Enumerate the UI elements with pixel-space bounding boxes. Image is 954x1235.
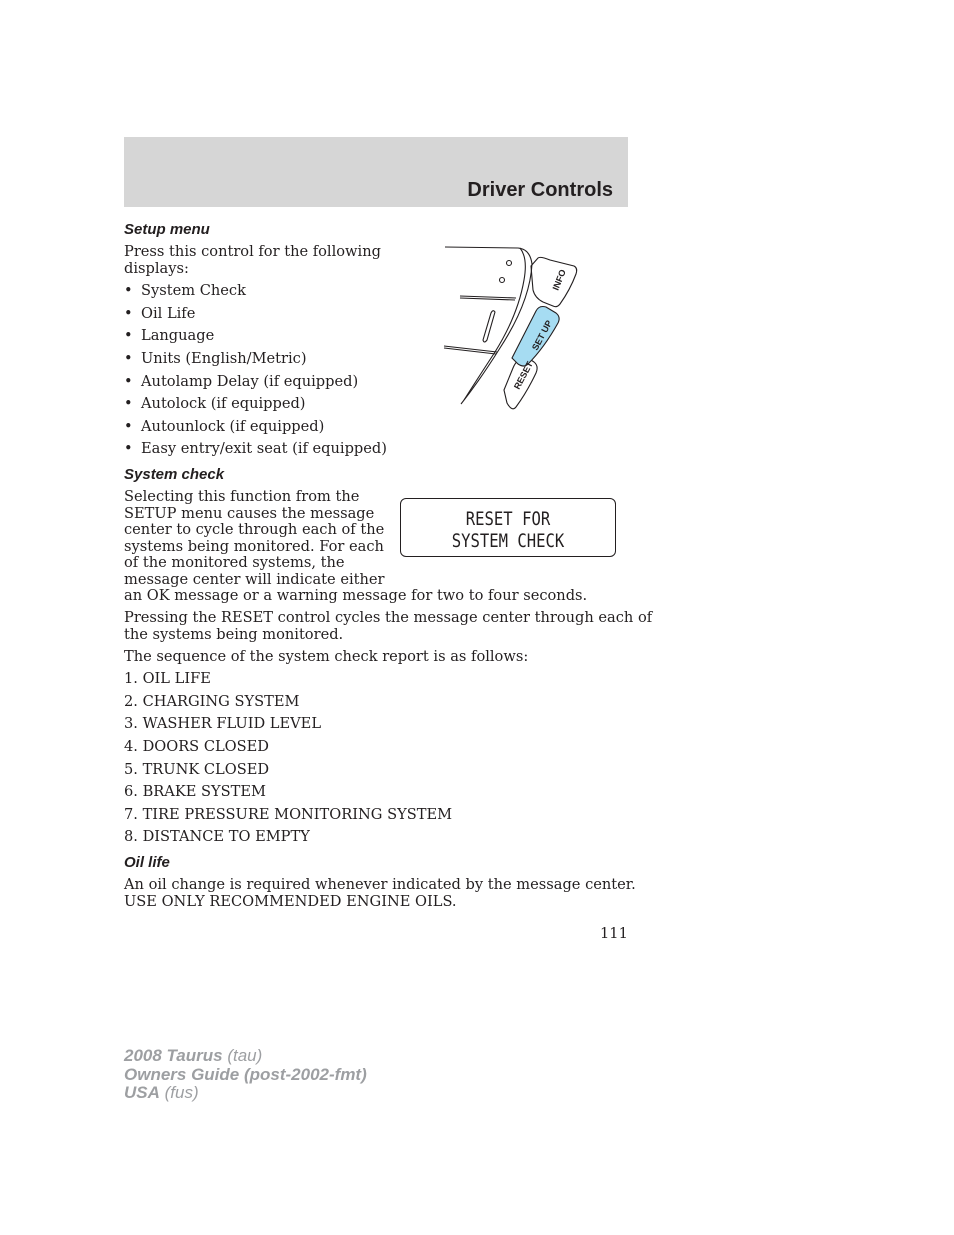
list-item: • System Check: [124, 282, 246, 299]
document-footer: [124, 1047, 367, 1103]
list-item: 2. CHARGING SYSTEM: [124, 693, 300, 710]
footer-line-2: Owners Guide (post-2002-fmt): [124, 1064, 367, 1084]
list-item: • Easy entry/exit seat (if equipped): [124, 440, 387, 457]
list-item: 4. DOORS CLOSED: [124, 738, 269, 755]
system-check-para-line: systems being monitored. For each: [124, 537, 384, 555]
list-item: • Autolamp Delay (if equipped): [124, 373, 359, 390]
system-check-para-line: message center will indicate either: [124, 570, 385, 588]
list-item: 1. OIL LIFE: [124, 670, 211, 687]
system-check-para-line: SETUP menu causes the message: [124, 504, 375, 522]
list-item: • Autolock (if equipped): [124, 395, 306, 412]
list-item: 8. DISTANCE TO EMPTY: [124, 828, 310, 845]
list-item: • Language: [124, 327, 215, 344]
list-item: 3. WASHER FLUID LEVEL: [124, 715, 322, 732]
section-header: [124, 137, 628, 207]
footer-line-1: 2008 Taurus (tau): [124, 1046, 263, 1065]
system-check-para-line: center to cycle through each of the: [124, 521, 385, 538]
oil-life-heading: Oil life: [124, 854, 170, 871]
system-check-para-line: an OK message or a warning message for two to four seconds.: [124, 587, 588, 604]
oil-life-line: An oil change is required whenever indicated by the message center.: [124, 876, 636, 893]
list-item: 5. TRUNK CLOSED: [124, 761, 270, 778]
oil-life-line: USE ONLY RECOMMENDED ENGINE OILS.: [124, 892, 457, 910]
reset-button-label: RESET: [511, 359, 535, 391]
system-check-para-line: Selecting this function from the: [124, 488, 360, 505]
message-center-display: [400, 498, 616, 557]
list-item: 7. TIRE PRESSURE MONITORING SYSTEM: [124, 806, 453, 823]
footer-line-3: USA (fus): [124, 1083, 199, 1102]
section-title: Driver Controls: [467, 179, 613, 201]
reset-para-line: Pressing the RESET control cycles the message center through each of: [124, 609, 653, 626]
steering-controls-illustration: [440, 240, 590, 410]
page-number: 111: [600, 925, 628, 942]
setup-button-label: SET UP: [529, 318, 555, 352]
display-line-1: RESET FOR: [465, 508, 551, 530]
list-item: • Units (English/Metric): [124, 350, 307, 367]
system-check-para-line: of the monitored systems, the: [124, 554, 345, 571]
list-item: • Oil Life: [124, 305, 196, 322]
display-line-2: SYSTEM CHECK: [451, 530, 565, 552]
sequence-intro: The sequence of the system check report is as follows:: [124, 648, 529, 665]
list-item: 6. BRAKE SYSTEM: [124, 783, 266, 800]
system-check-heading: System check: [124, 466, 225, 483]
reset-para-line: the systems being monitored.: [124, 625, 344, 643]
list-item: • Autounlock (if equipped): [124, 418, 325, 435]
setup-intro-line-2: displays:: [124, 260, 189, 277]
setup-menu-heading: Setup menu: [124, 221, 210, 238]
setup-intro-line-1: Press this control for the following: [124, 243, 381, 260]
info-button-label: INFO: [550, 268, 568, 292]
